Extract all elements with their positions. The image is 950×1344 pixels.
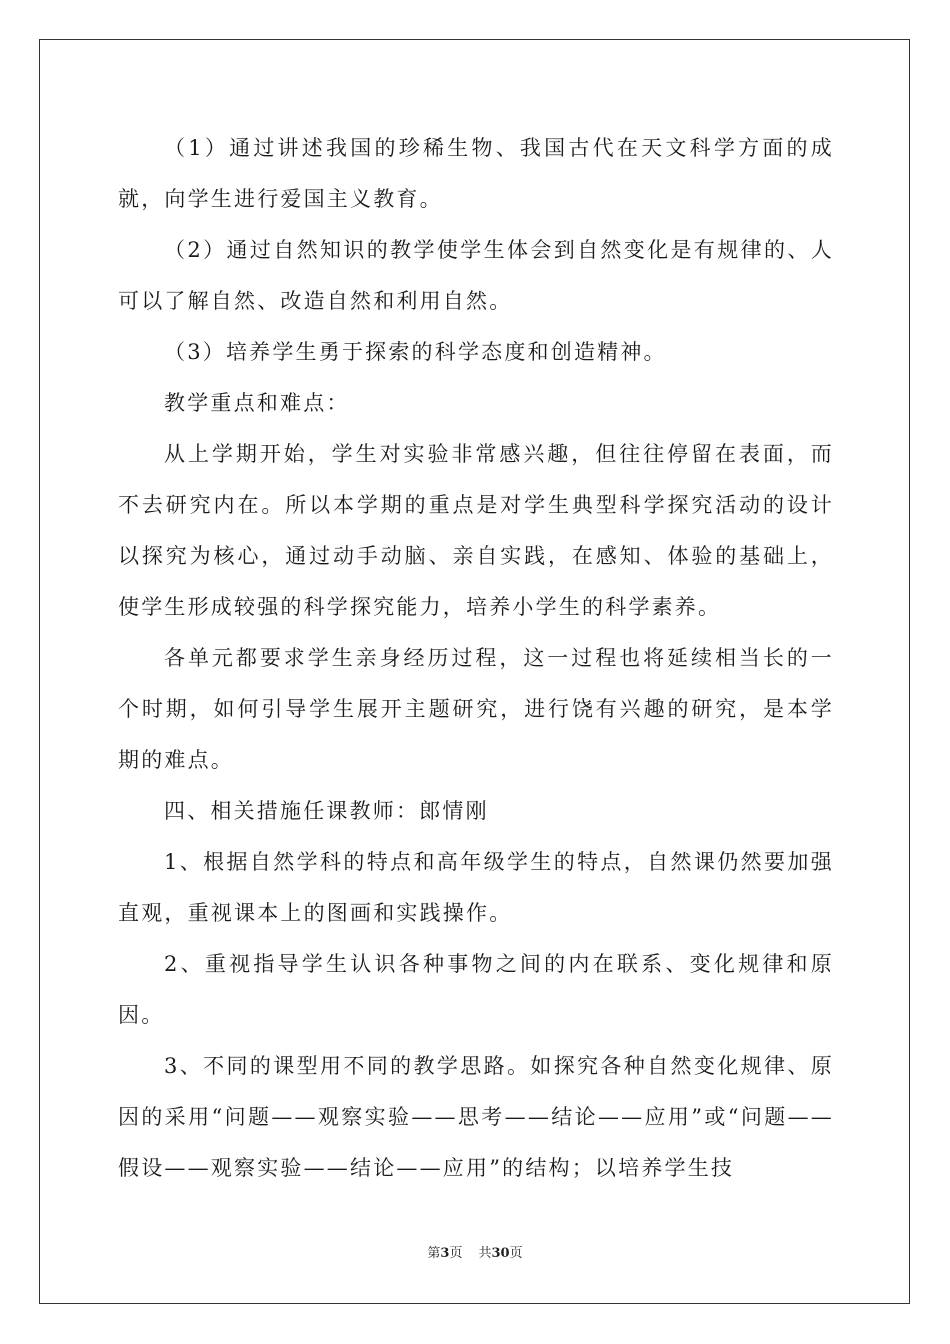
footer-page-unit: 页 bbox=[449, 1246, 463, 1261]
footer-total-prefix: 共 bbox=[478, 1246, 492, 1261]
page-footer bbox=[0, 1244, 950, 1264]
paragraph-objective-2: （2）通过自然知识的教学使学生体会到自然变化是有规律的、人可以了解自然、改造自然和利用自然。 bbox=[118, 238, 834, 313]
paragraph-objective-3: （3）培养学生勇于探索的科学态度和创造精神。 bbox=[164, 340, 667, 364]
document-body bbox=[118, 123, 834, 1194]
section-heading-measures: 四、相关措施任课教师：郎情刚 bbox=[164, 799, 489, 823]
paragraph-objective-1: （1）通过讲述我国的珍稀生物、我国古代在天文科学方面的成就，向学生进行爱国主义教育。 bbox=[118, 136, 834, 211]
paragraph-key-points: 从上学期开始，学生对实验非常感兴趣，但往往停留在表面，而不去研究内在。所以本学期的重点是对学生典型科学探究活动的设计以探究为核心，通过动手动脑、亲自实践，在感知、体验的基础上，使学生形成较强的科学探究能力，培养小学生的科学素养。 bbox=[118, 442, 834, 619]
section-heading-key-points: 教学重点和难点： bbox=[164, 391, 350, 415]
footer-total-unit: 页 bbox=[509, 1246, 523, 1261]
paragraph-measure-2: 2、重视指导学生认识各种事物之间的内在联系、变化规律和原因。 bbox=[118, 952, 834, 1027]
footer-total-pages: 30 bbox=[491, 1246, 510, 1261]
paragraph-measure-1: 1、根据自然学科的特点和高年级学生的特点，自然课仍然要加强直观，重视课本上的图画和实践操作。 bbox=[118, 850, 834, 925]
footer-prefix: 第 bbox=[427, 1246, 441, 1261]
paragraph-difficulties: 各单元都要求学生亲身经历过程，这一过程也将延续相当长的一个时期，如何引导学生展开主题研究，进行饶有兴趣的研究，是本学期的难点。 bbox=[118, 646, 834, 772]
paragraph-measure-3: 3、不同的课型用不同的教学思路。如探究各种自然变化规律、原因的采用“问题——观察实验——思考——结论——应用”或“问题——假设——观察实验——结论——应用”的结构；以培养学生技 bbox=[118, 1054, 834, 1180]
footer-current-page: 3 bbox=[440, 1246, 450, 1261]
